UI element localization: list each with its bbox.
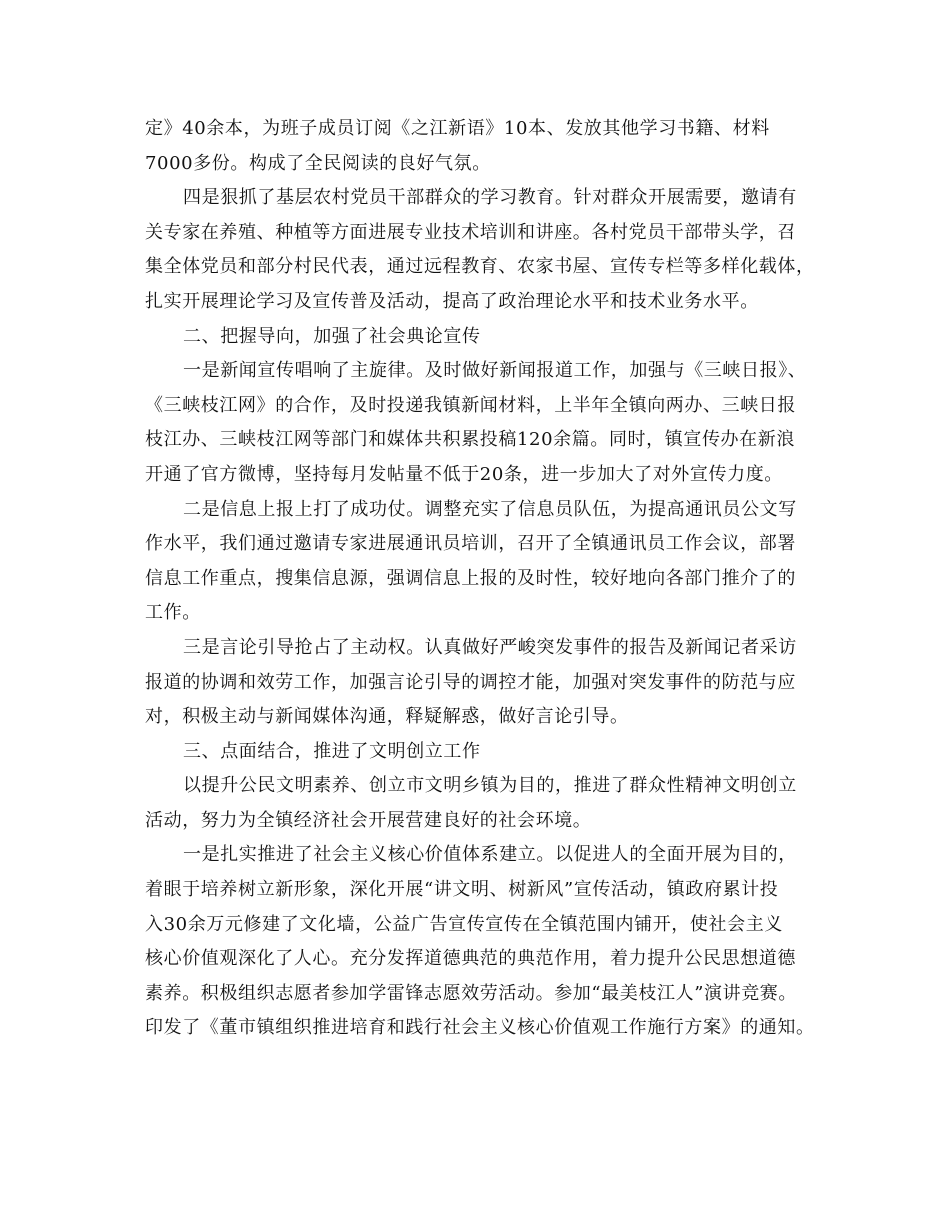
text-line: 定》40余本，为班子成员订阅《之江新语》10本、发放其他学习书籍、材料 — [145, 118, 770, 139]
text-line: 着眼于培养树立新形象，深化开展“讲文明、树新风”宣传活动，镇政府累计投 — [145, 879, 779, 901]
text-line: 四是狠抓了基层农村党员干部群众的学习教育。针对群众开展需要，邀请有 — [183, 187, 797, 209]
text-line: 《三峡枝江网》的合作，及时投递我镇新闻材料，上半年全镇向两办、三峡日报 — [145, 394, 796, 416]
text-line: 对，积极主动与新闻媒体沟通，释疑解惑，做好言论引导。 — [145, 706, 629, 728]
text-line: 二、把握导向，加强了社会典论宣传 — [183, 325, 481, 347]
text-line: 三是言论引导抢占了主动权。认真做好严峻突发事件的报告及新闻记者采访 — [183, 636, 797, 658]
text-line: 7000多份。构成了全民阅读的良好气氛。 — [145, 152, 491, 174]
text-line: 以提升公民文明素养、创立市文明乡镇为目的，推进了群众性精神文明创立 — [183, 775, 797, 797]
text-line: 开通了官方微博，坚持每月发帖量不低于20条，进一步加大了对外宣传力度。 — [145, 463, 783, 485]
text-line: 关专家在养殖、种植等方面进展专业技术培训和讲座。各村党员干部带头学，召 — [145, 221, 796, 243]
text-line: 集全体党员和部分村民代表，通过远程教育、农家书屋、宣传专栏等多样化载体， — [145, 256, 815, 278]
text-line: 入30余万元修建了文化墙，公益广告宣传宣传在全镇范围内铺开，使社会主义 — [145, 913, 783, 935]
text-line: 三、点面结合，推进了文明创立工作 — [183, 740, 481, 762]
text-line: 一是新闻宣传唱响了主旋律。及时做好新闻报道工作，加强与《三峡日报》、 — [183, 360, 807, 382]
text-line: 信息工作重点，搜集信息源，强调信息上报的及时性，较好地向各部门推介了的 — [145, 567, 796, 589]
text-line: 作水平，我们通过邀请专家进展通讯员培训，召开了全镇通讯员工作会议，部署 — [145, 533, 796, 555]
text-line: 二是信息上报上打了成功仗。调整充实了信息员队伍，为提高通讯员公文写 — [183, 498, 797, 520]
text-line: 印发了《董市镇组织推进培育和践行社会主义核心价值观工作施行方案》的通知。 — [145, 1017, 815, 1039]
text-line: 扎实开展理论学习及宣传普及活动，提高了政治理论水平和技术业务水平。 — [145, 290, 759, 312]
text-line: 工作。 — [145, 602, 201, 624]
text-line: 一是扎实推进了社会主义核心价值体系建立。以促进人的全面开展为目的， — [183, 844, 797, 866]
text-line: 报道的协调和效劳工作，加强言论引导的调控才能，加强对突发事件的防范与应 — [145, 671, 796, 693]
text-line: 素养。积极组织志愿者参加学雷锋志愿效劳活动。参加“最美枝江人”演讲竞赛。 — [145, 982, 798, 1004]
document-body — [145, 112, 830, 1046]
text-line: 枝江办、三峡枝江网等部门和媒体共积累投稿120余篇。同时，镇宣传办在新浪 — [145, 429, 795, 451]
text-line: 活动，努力为全镇经济社会开展营建良好的社会环境。 — [145, 809, 592, 831]
text-line: 核心价值观深化了人心。充分发挥道德典范的典范作用，着力提升公民思想道德 — [145, 948, 796, 970]
